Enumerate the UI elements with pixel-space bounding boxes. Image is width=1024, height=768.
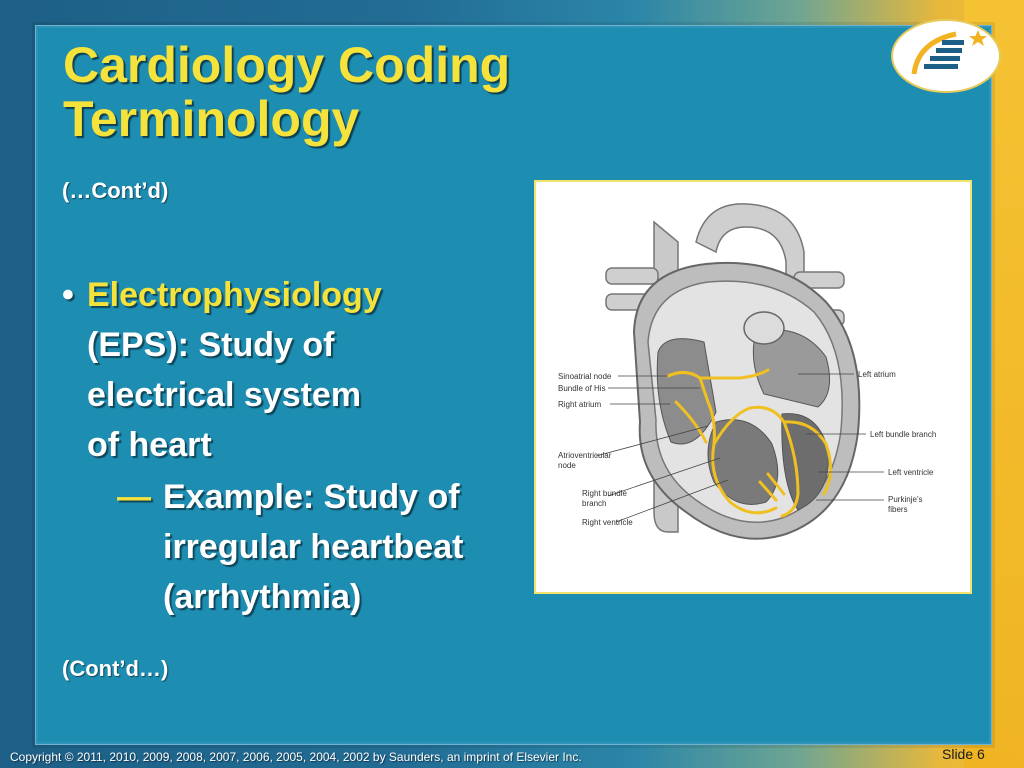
sub-bullet-line-1: Example: Study of bbox=[163, 478, 460, 516]
continued-next-label: (Cont’d…) bbox=[62, 656, 169, 681]
label-bundle-of-his: Bundle of His bbox=[558, 384, 606, 393]
sub-bullet-example bbox=[117, 472, 537, 622]
sub-bullet-line-3: (arrhythmia) bbox=[163, 578, 362, 616]
slide-number: Slide 6 bbox=[942, 746, 985, 762]
slide-title-line-1: Cardiology Coding bbox=[63, 37, 511, 93]
publisher-logo-icon bbox=[886, 12, 1004, 96]
sub-bullet-marker: — bbox=[117, 478, 151, 516]
label-purkinje-line-2: fibers bbox=[888, 505, 908, 514]
label-sinoatrial-node: Sinoatrial node bbox=[558, 372, 612, 381]
continued-from-label: (…Cont’d) bbox=[62, 178, 169, 203]
slide-title-line-2: Terminology bbox=[63, 91, 360, 147]
bullet-text-line-3: of heart bbox=[87, 426, 212, 464]
label-left-atrium: Left atrium bbox=[858, 370, 896, 379]
sub-bullet-line-2: irregular heartbeat bbox=[163, 528, 464, 566]
label-left-ventricle: Left ventricle bbox=[888, 468, 934, 477]
copyright-footer: Copyright © 2011, 2010, 2009, 2008, 2007, 2006, 2005, 2004, 2002 by Saunders, an imprint of Elsevier Inc. bbox=[10, 750, 582, 764]
label-left-bundle-branch: Left bundle branch bbox=[870, 430, 937, 439]
label-purkinje-line-1: Purkinje’s bbox=[888, 495, 923, 504]
label-right-ventricle: Right ventricle bbox=[582, 518, 633, 527]
heart-conduction-figure bbox=[534, 180, 972, 594]
bullet-electrophysiology bbox=[62, 270, 492, 470]
label-right-atrium: Right atrium bbox=[558, 400, 602, 409]
heart-diagram bbox=[536, 182, 970, 592]
bullet-text-line-2: electrical system bbox=[87, 376, 362, 414]
label-rbb-line-2: branch bbox=[582, 499, 607, 508]
label-av-node-line-2: node bbox=[558, 461, 576, 470]
slide-title bbox=[63, 38, 683, 146]
label-rbb-line-1: Right bundle bbox=[582, 489, 627, 498]
bullet-term: Electrophysiology bbox=[87, 276, 382, 314]
label-av-node-line-1: Atrioventricular bbox=[558, 451, 612, 460]
bullet-text-line-1: (EPS): Study of bbox=[87, 326, 335, 364]
bullet-marker: • bbox=[62, 276, 74, 314]
